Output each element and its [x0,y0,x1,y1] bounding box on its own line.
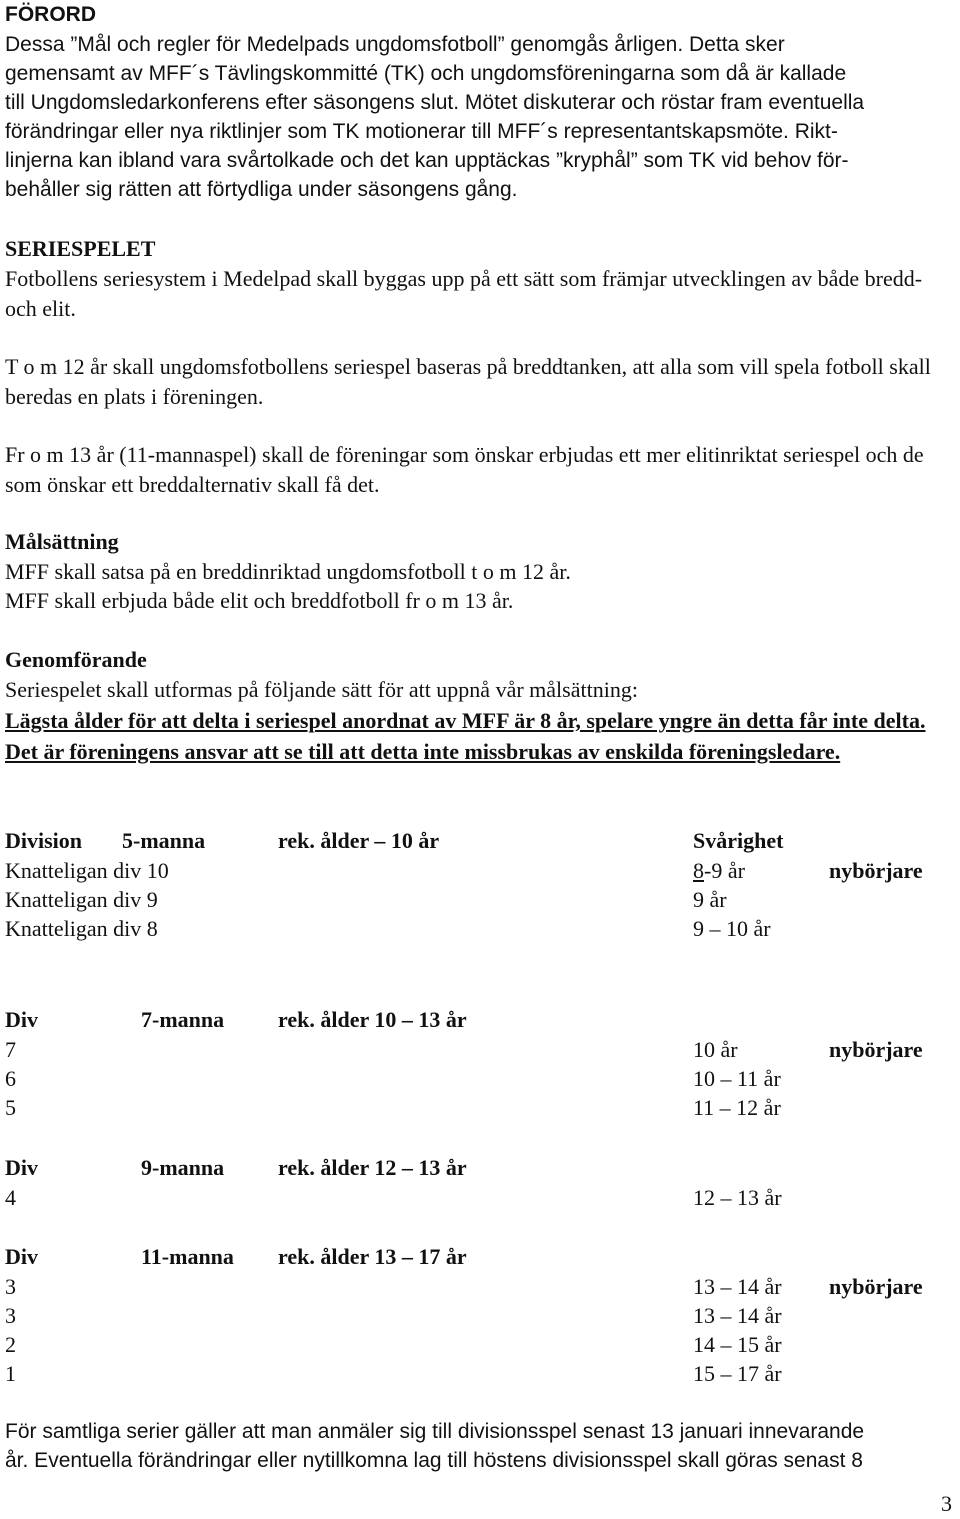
footer-line-1: För samtliga serier gäller att man anmäler sig till divisionsspel senast 13 januari innevarande [5,1420,865,1443]
div5-row-age [693,856,745,886]
div7-row-age: 10 år [693,1037,738,1062]
div5-header-age: rek. ålder – 10 år [278,828,440,853]
div7-header-age: rek. ålder 10 – 13 år [278,1007,467,1032]
foreword-line-6: behåller sig rätten att förtydliga under säsongens gång. [5,178,518,201]
div9-header-format: 9-manna [141,1155,225,1180]
div9-row-div: 4 [5,1185,16,1210]
table-row [5,1359,955,1389]
div11-row-age: 13 – 14 år [693,1274,782,1299]
div11-row-age: 15 – 17 år [693,1361,782,1386]
table-row [5,914,955,944]
age-rest-part: -9 år [704,858,745,883]
table-row [5,1035,955,1065]
seriespelet-title: SERIESPELET [5,236,156,261]
foreword-line-5: linjerna kan ibland vara svårtolkade och det kan upptäckas ”kryphål” som TK vid behov för- [5,149,849,172]
table-row [5,1064,955,1094]
div5-header-division: Division [5,828,83,853]
div11-row-div: 3 [5,1303,16,1328]
table-row [5,1183,955,1213]
div11-header-row [5,1242,955,1272]
malsattning-line-1: MFF skall satsa på en breddinriktad ungdomsfotboll t o m 12 år. [5,559,571,584]
div11-row-age: 14 – 15 år [693,1332,782,1357]
seriespelet-paragraph-3: Fr o m 13 år (11-mannaspel) skall de föreningar som önskar erbjudas ett mer elitinriktat seriespel och de som önskar ett breddalternativ skall få det. [5,442,924,497]
page-number: 3 [941,1491,952,1516]
seriespelet-paragraph-1: Fotbollens seriesystem i Medelpad skall byggas upp på ett sätt som främjar utvecklingen av både bredd- och elit. [5,266,923,321]
div7-row-div: 6 [5,1066,16,1091]
age-underlined-part: 8 [693,858,704,883]
div5-header-format: 5-manna [122,828,206,853]
div11-header-div: Div [5,1244,38,1269]
foreword-title: FÖRORD [5,3,96,26]
div5-row-name: Knatteligan div 8 [5,916,158,941]
div9-header-row [5,1153,955,1183]
table-row [5,856,955,886]
footer-line-2: år. Eventuella förändringar eller nytillkomna lag till höstens divisionsspel skall göras senast 8 [5,1449,863,1472]
foreword-line-2: gemensamt av MFF´s Tävlingskommitté (TK) och ungdomsföreningarna som då är kallade [5,62,847,85]
div11-row-div: 2 [5,1332,16,1357]
div5-row-age: 9 år [693,887,727,912]
div5-row-name: Knatteligan div 9 [5,887,158,912]
div7-header-format: 7-manna [141,1007,225,1032]
div9-header-age: rek. ålder 12 – 13 år [278,1155,467,1180]
div11-row-age: 13 – 14 år [693,1303,782,1328]
table-row [5,885,955,915]
div7-row-age: 10 – 11 år [693,1066,781,1091]
div11-row-div: 1 [5,1361,16,1386]
div5-row-note: nybörjare [829,858,923,883]
malsattning-title: Målsättning [5,529,119,554]
div5-header-row [5,826,955,856]
div11-row-div: 3 [5,1274,16,1299]
div7-row-note: nybörjare [829,1037,923,1062]
table-row [5,1093,955,1123]
malsattning-line-2: MFF skall erbjuda både elit och breddfotboll fr o m 13 år. [5,588,514,613]
div7-row-age: 11 – 12 år [693,1095,781,1120]
div9-header-div: Div [5,1155,38,1180]
div11-row-note: nybörjare [829,1274,923,1299]
genomforande-title: Genomförande [5,647,147,672]
div11-header-age: rek. ålder 13 – 17 år [278,1244,467,1269]
div9-row-age: 12 – 13 år [693,1185,782,1210]
div5-row-age: 9 – 10 år [693,916,771,941]
div5-row-name: Knatteligan div 10 [5,858,169,883]
genomforande-age-rule: Lägsta ålder för att delta i seriespel anordnat av MFF är 8 år, spelare yngre än detta får inte delta. Det är föreningens ansvar att se till att detta inte missbrukas av enskilda föreningsledare. [5,708,926,764]
foreword-line-3: till Ungdomsledarkonferens efter säsongens slut. Mötet diskuterar och röstar fram eventuella [5,91,865,114]
div7-header-div: Div [5,1007,38,1032]
div5-header-difficulty: Svårighet [693,828,784,853]
seriespelet-paragraph-2: T o m 12 år skall ungdomsfotbollens seriespel baseras på breddtanken, att alla som vill spela fotboll skall beredas en plats i föreningen. [5,354,931,409]
table-row [5,1330,955,1360]
div7-header-row [5,1005,955,1035]
div7-row-div: 5 [5,1095,16,1120]
table-row [5,1301,955,1331]
div7-row-div: 7 [5,1037,16,1062]
foreword-line-1: Dessa ”Mål och regler för Medelpads ungdomsfotboll” genomgås årligen. Detta sker [5,33,785,56]
genomforande-intro: Seriespelet skall utformas på följande sätt för att uppnå vår målsättning: [5,677,638,702]
table-row [5,1272,955,1302]
div11-header-format: 11-manna [141,1244,234,1269]
foreword-line-4: förändringar eller nya riktlinjer som TK motionerar till MFF´s representantskapsmöte. Rikt- [5,120,838,143]
